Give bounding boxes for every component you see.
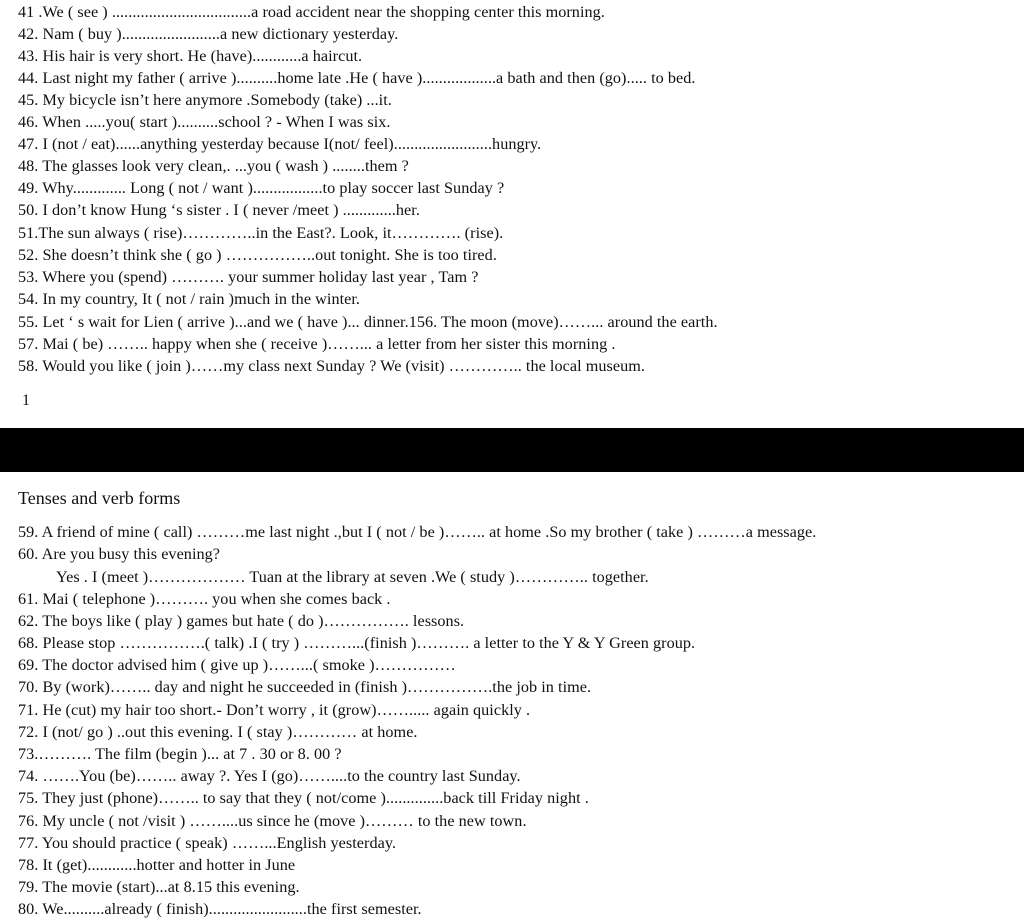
exercise-line: 41 .We ( see ) ..................................a road accident near the shopping center this morning. bbox=[18, 3, 605, 21]
exercise-line: 72. I (not/ go ) ..out this evening. I ( stay )………… at home. bbox=[18, 723, 418, 741]
exercise-line: 53. Where you (spend) ………. your summer holiday last year , Tam ? bbox=[18, 268, 479, 286]
exercise-line: 50. I don’t know Hung ‘s sister . I ( never /meet ) .............her. bbox=[18, 201, 420, 219]
exercise-line: 71. He (cut) my hair too short.- Don’t worry , it (grow)……..... again quickly . bbox=[18, 701, 531, 719]
section-title: Tenses and verb forms bbox=[18, 488, 181, 508]
exercise-line: 59. A friend of mine ( call) ………me last night .,but I ( not / be )…….. at home .So my brother ( take ) ………a message. bbox=[18, 523, 817, 541]
exercise-line: 42. Nam ( buy )........................a new dictionary yesterday. bbox=[18, 25, 399, 43]
exercise-line: 60. Are you busy this evening? bbox=[18, 545, 221, 563]
exercise-line: 68. Please stop …………….( talk) .I ( try ) ………...(finish )………. a letter to the Y & Y Green group. bbox=[18, 634, 696, 652]
exercise-line: 75. They just (phone)…….. to say that they ( not/come )..............back till Friday night . bbox=[18, 789, 589, 807]
exercise-line: 46. When .....you( start )..........school ? - When I was six. bbox=[18, 113, 391, 131]
exercise-line: 51.The sun always ( rise)…………..in the East?. Look, it…………. (rise). bbox=[18, 224, 504, 242]
exercise-line: 58. Would you like ( join )……my class next Sunday ? We (visit) ………….. the local museum. bbox=[18, 357, 645, 375]
exercise-line: 52. She doesn’t think she ( go ) ……………..out tonight. She is too tired. bbox=[18, 246, 497, 264]
exercise-line: 61. Mai ( telephone )………. you when she comes back . bbox=[18, 590, 391, 608]
exercise-line: 62. The boys like ( play ) games but hate ( do )……………. lessons. bbox=[18, 612, 465, 630]
exercise-line: 43. His hair is very short. He (have)............a haircut. bbox=[18, 47, 363, 65]
exercise-line: 47. I (not / eat)......anything yesterday because I(not/ feel)........................hungry. bbox=[18, 135, 542, 153]
exercise-line: 69. The doctor advised him ( give up )……...( smoke )…………… bbox=[18, 656, 456, 674]
exercise-line: 77. You should practice ( speak) ……...English yesterday. bbox=[18, 834, 397, 852]
exercise-line: 70. By (work)…….. day and night he succeeded in (finish )…………….the job in time. bbox=[18, 678, 592, 696]
exercise-line: 45. My bicycle isn’t here anymore .Somebody (take) ...it. bbox=[18, 91, 392, 109]
exercise-line: 48. The glasses look very clean,. ...you ( wash ) ........them ? bbox=[18, 157, 409, 175]
exercise-line: 76. My uncle ( not /visit ) ……....us since he (move )……… to the new town. bbox=[18, 812, 527, 830]
exercise-line: 44. Last night my father ( arrive )..........home late .He ( have )..................a bath and then (go)..... to bed. bbox=[18, 69, 696, 87]
exercise-line: 74. …….You (be)…….. away ?. Yes I (go)……....to the country last Sunday. bbox=[18, 767, 521, 785]
exercise-line: 73.………. The film (begin )... at 7 . 30 or 8. 00 ? bbox=[18, 745, 342, 763]
upper-page bbox=[0, 0, 1024, 428]
exercise-line: 57. Mai ( be) …….. happy when she ( receive )……... a letter from her sister this morning . bbox=[18, 335, 616, 353]
exercise-line: 79. The movie (start)...at 8.15 this evening. bbox=[18, 878, 300, 896]
lower-page bbox=[0, 472, 1024, 922]
page-number: 1 bbox=[22, 392, 30, 409]
exercise-line: 54. In my country, It ( not / rain )much in the winter. bbox=[18, 290, 361, 308]
exercise-line: 55. Let ‘ s wait for Lien ( arrive )...and we ( have )... dinner.156. The moon (move)……... around the earth. bbox=[18, 313, 718, 331]
exercise-line: 49. Why............. Long ( not / want ).................to play soccer last Sunday ? bbox=[18, 179, 505, 197]
page-divider bbox=[0, 428, 1024, 472]
exercise-line: 78. It (get)............hotter and hotter in June bbox=[18, 856, 296, 874]
exercise-line: Yes . I (meet )……………… Tuan at the library at seven .We ( study )………….. together. bbox=[56, 568, 649, 586]
exercise-line: 80. We..........already ( finish)........................the first semester. bbox=[18, 900, 422, 918]
